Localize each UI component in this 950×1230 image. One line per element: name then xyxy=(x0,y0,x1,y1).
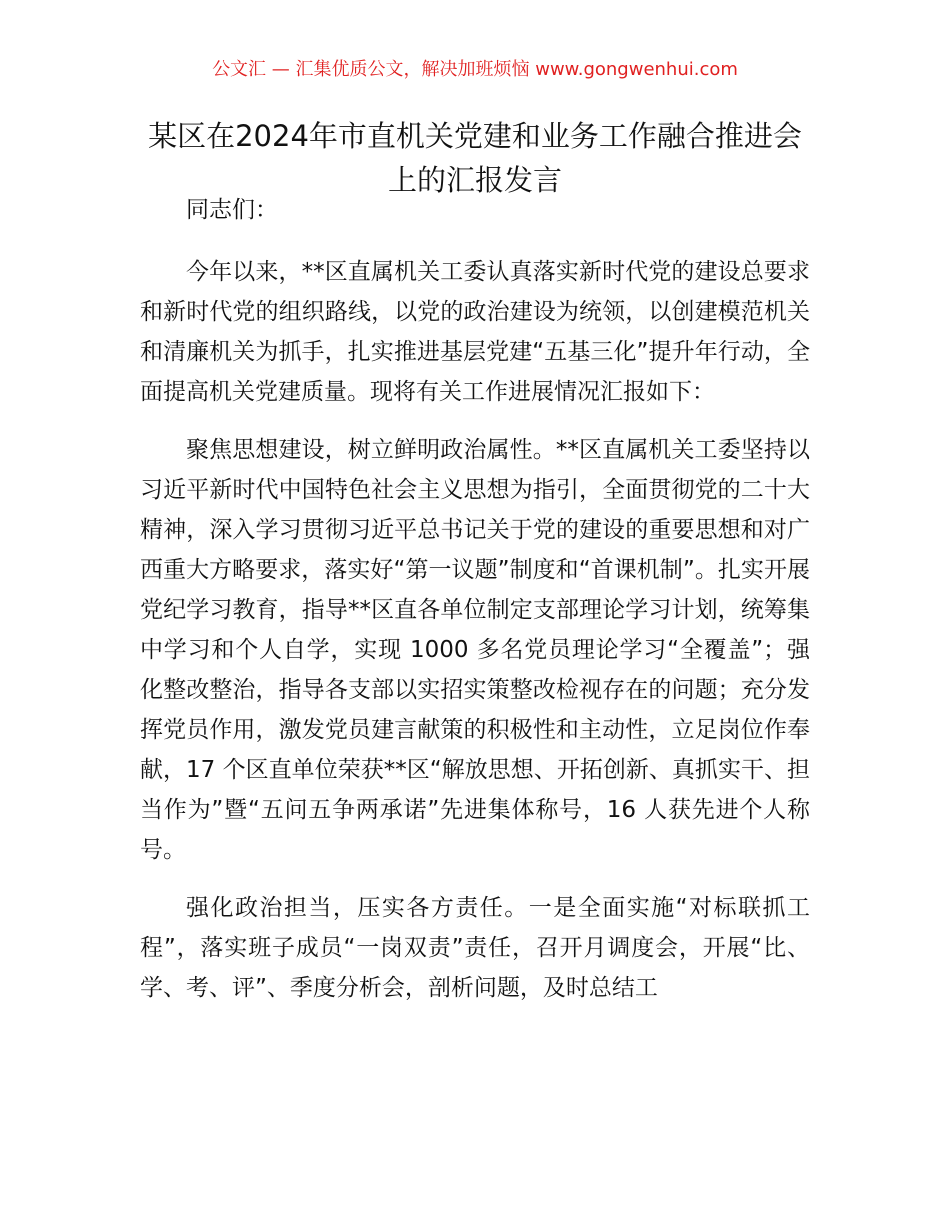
paragraph-thought-building: 聚焦思想建设，树立鲜明政治属性。**区直属机关工委坚持以习近平新时代中国特色社会主义思想为指引，全面贯彻党的二十大精神，深入学习贯彻习近平总书记关于党的建设的重要思想和对广西重大方略要求，落实好“第一议题”制度和“首课机制”。扎实开展党纪学习教育，指导**区直各单位制定支部理论学习计划，统筹集中学习和个人自学，实现 1000 多名党员理论学习“全覆盖”；强化整改整治，指导各支部以实招实策整改检视存在的问题；充分发挥党员作用，激发党员建言献策的积极性和主动性，立足岗位作奉献，17 个区直单位荣获**区“解放思想、开拓创新、真抓实干、担当作为”暨“五问五争两承诺”先进集体称号，16 人获先进个人称号。 xyxy=(140,437,810,863)
paragraph-political-responsibility: 强化政治担当，压实各方责任。一是全面实施“对标联抓工程”，落实班子成员“一岗双责”责任，召开月调度会，开展“比、学、考、评”、季度分析会，剖析问题，及时总结工 xyxy=(140,895,810,1001)
header-watermark: 公文汇 — 汇集优质公文，解决加班烦恼 www.gongwenhui.com xyxy=(212,59,738,80)
document-title: 某区在2024年市直机关党建和业务工作融合推进会上的汇报发言 xyxy=(148,119,802,197)
paragraph-intro: 今年以来，**区直属机关工委认真落实新时代党的建设总要求和新时代党的组织路线，以党的政治建设为统领，以创建模范机关和清廉机关为抓手，扎实推进基层党建“五基三化”提升年行动，全面提高机关党建质量。现将有关工作进展情况汇报如下： xyxy=(140,259,810,405)
document-body xyxy=(140,190,810,1026)
greeting: 同志们： xyxy=(186,197,278,223)
